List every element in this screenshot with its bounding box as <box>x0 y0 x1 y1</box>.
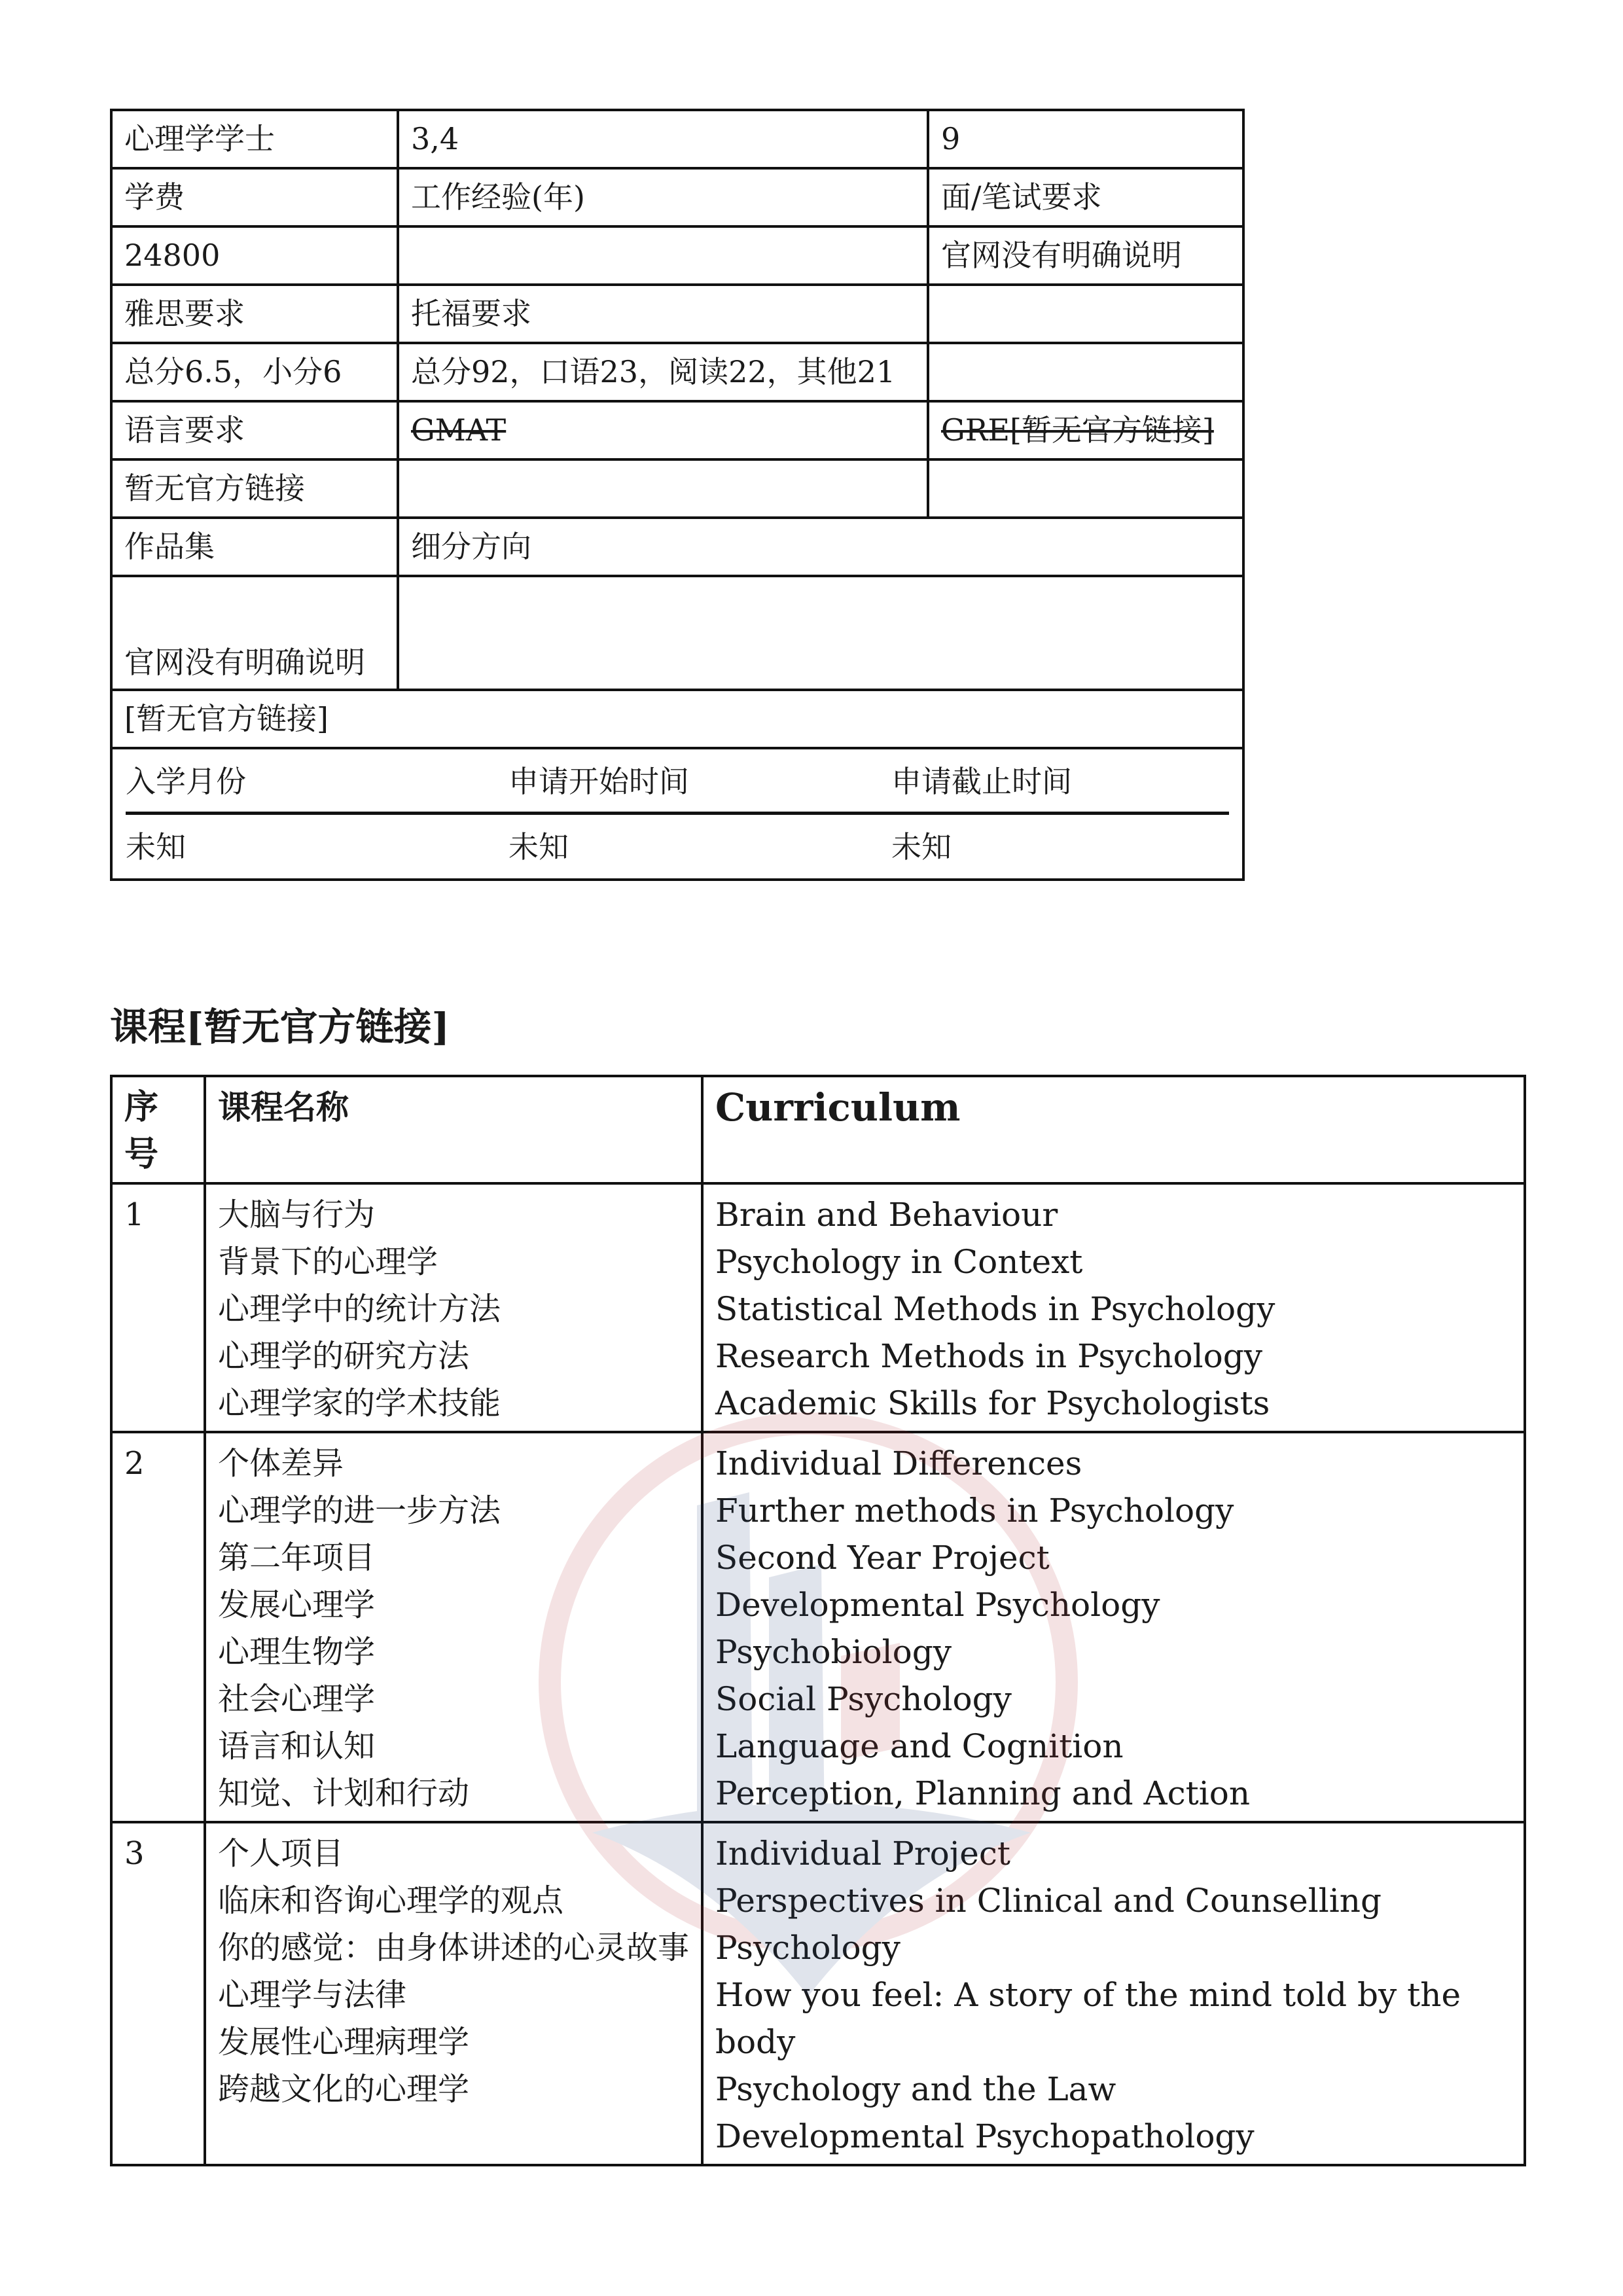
curriculum-row <box>111 1183 1525 1432</box>
info-row <box>111 576 1243 690</box>
info-cell <box>398 401 928 459</box>
dates-value: 未知 <box>126 829 186 865</box>
info-cell: 托福要求 <box>398 285 928 343</box>
course-en: Language and Cognition <box>715 1727 1124 1765</box>
course-zh: 发展性心理病理学 <box>218 2024 470 2060</box>
info-row <box>111 690 1243 748</box>
course-names-zh <box>205 1183 702 1432</box>
course-zh: 大脑与行为 <box>218 1196 376 1233</box>
dates-grid <box>126 759 1229 870</box>
course-zh: 心理学家的学术技能 <box>218 1385 501 1422</box>
course-names-en <box>702 1183 1525 1432</box>
course-zh: 你的感觉：由身体讲述的心灵故事 <box>218 1929 690 1966</box>
info-row <box>111 343 1243 401</box>
program-info-table <box>110 109 1245 881</box>
course-zh: 个体差异 <box>218 1445 344 1482</box>
course-en: Further methods in Psychology <box>715 1492 1234 1530</box>
info-cell: 总分92，口语23，阅读22，其他21 <box>398 343 928 401</box>
header-number <box>111 1076 205 1183</box>
course-en: Brain and Behaviour <box>715 1196 1058 1234</box>
course-zh: 发展心理学 <box>218 1587 376 1623</box>
course-en: How you feel: A story of the mind told by the body <box>715 1976 1461 2061</box>
course-zh: 心理学与法律 <box>218 1977 407 2013</box>
course-zh: 心理学的进一步方法 <box>218 1492 501 1529</box>
info-cell: 细分方向 <box>398 518 1243 576</box>
info-cell: 3,4 <box>398 110 928 168</box>
info-cell: 24800 <box>111 226 398 285</box>
course-zh: 临床和咨询心理学的观点 <box>218 1882 564 1919</box>
info-cell <box>928 459 1243 518</box>
info-row <box>111 226 1243 285</box>
year-number: 1 <box>111 1183 205 1432</box>
course-en: Research Methods in Psychology <box>715 1337 1262 1375</box>
course-en: Perspectives in Clinical and Counselling Psychology <box>715 1882 1382 1967</box>
course-en: Psychobiology <box>715 1633 952 1671</box>
dates-value: 未知 <box>891 829 952 865</box>
info-cell: [暂无官方链接] <box>111 690 1243 748</box>
info-cell <box>398 576 1243 690</box>
course-en: Psychology and the Law <box>715 2070 1116 2108</box>
info-row <box>111 518 1243 576</box>
course-en: Social Psychology <box>715 1680 1012 1718</box>
info-row <box>111 168 1243 226</box>
course-zh: 心理学中的统计方法 <box>218 1291 501 1327</box>
course-en: Perception, Planning and Action <box>715 1774 1251 1812</box>
course-en: Individual Project <box>715 1835 1010 1873</box>
info-cell: 语言要求 <box>111 401 398 459</box>
dates-header: 申请截止时间 <box>891 759 1229 815</box>
dates-header: 申请开始时间 <box>508 759 891 815</box>
info-cell: 总分6.5，小分6 <box>111 343 398 401</box>
course-zh: 语言和认知 <box>218 1728 376 1765</box>
header-course-name: 课程名称 <box>205 1076 702 1183</box>
info-cell <box>928 401 1243 459</box>
dates-header: 入学月份 <box>126 759 508 815</box>
course-zh: 个人项目 <box>218 1835 344 1872</box>
dates-value: 未知 <box>508 829 569 865</box>
curriculum-row <box>111 1432 1525 1822</box>
header-number-text: 序号 <box>124 1087 159 1174</box>
info-cell <box>398 226 928 285</box>
info-row <box>111 110 1243 168</box>
course-en: Statistical Methods in Psychology <box>715 1290 1275 1328</box>
course-en: Psychology in Context <box>715 1243 1083 1281</box>
course-names-zh <box>205 1822 702 2165</box>
info-cell: 官网没有明确说明 <box>111 576 398 690</box>
course-names-zh <box>205 1432 702 1822</box>
info-cell: 面/笔试要求 <box>928 168 1243 226</box>
info-cell <box>398 459 928 518</box>
course-en: Academic Skills for Psychologists <box>715 1384 1270 1422</box>
gmat-struck-text: GMAT <box>411 412 507 448</box>
gre-struck-text: GRE[暂无官方链接] <box>941 412 1214 448</box>
info-row <box>111 285 1243 343</box>
info-row <box>111 748 1243 880</box>
course-en: Individual Differences <box>715 1444 1082 1482</box>
info-cell: 作品集 <box>111 518 398 576</box>
info-cell: 工作经验(年) <box>398 168 928 226</box>
course-zh: 第二年项目 <box>218 1539 376 1576</box>
header-curriculum: Curriculum <box>702 1076 1525 1183</box>
course-names-en <box>702 1432 1525 1822</box>
course-en: Developmental Psychology <box>715 1586 1160 1624</box>
info-cell: 学费 <box>111 168 398 226</box>
dates-cell <box>111 748 1243 880</box>
course-en: Developmental Psychopathology <box>715 2117 1255 2155</box>
course-zh: 社会心理学 <box>218 1681 376 1717</box>
curriculum-row <box>111 1822 1525 2165</box>
course-zh: 心理学的研究方法 <box>218 1338 470 1374</box>
course-names-en <box>702 1822 1525 2165</box>
year-number: 3 <box>111 1822 205 2165</box>
course-zh: 跨越文化的心理学 <box>218 2071 470 2108</box>
info-cell: 心理学学士 <box>111 110 398 168</box>
info-cell <box>928 285 1243 343</box>
info-cell: 9 <box>928 110 1243 168</box>
info-cell <box>928 343 1243 401</box>
course-zh: 心理生物学 <box>218 1634 376 1670</box>
course-zh: 知觉、计划和行动 <box>218 1775 470 1812</box>
course-en: Second Year Project <box>715 1539 1050 1577</box>
info-cell: 暂无官方链接 <box>111 459 398 518</box>
info-cell: 官网没有明确说明 <box>928 226 1243 285</box>
curriculum-table <box>110 1075 1526 2166</box>
year-number: 2 <box>111 1432 205 1822</box>
curriculum-header-row <box>111 1076 1525 1183</box>
course-zh: 背景下的心理学 <box>218 1244 438 1280</box>
info-row <box>111 401 1243 459</box>
info-cell: 雅思要求 <box>111 285 398 343</box>
info-row <box>111 459 1243 518</box>
curriculum-section-title: 课程[暂无官方链接] <box>110 1005 450 1049</box>
